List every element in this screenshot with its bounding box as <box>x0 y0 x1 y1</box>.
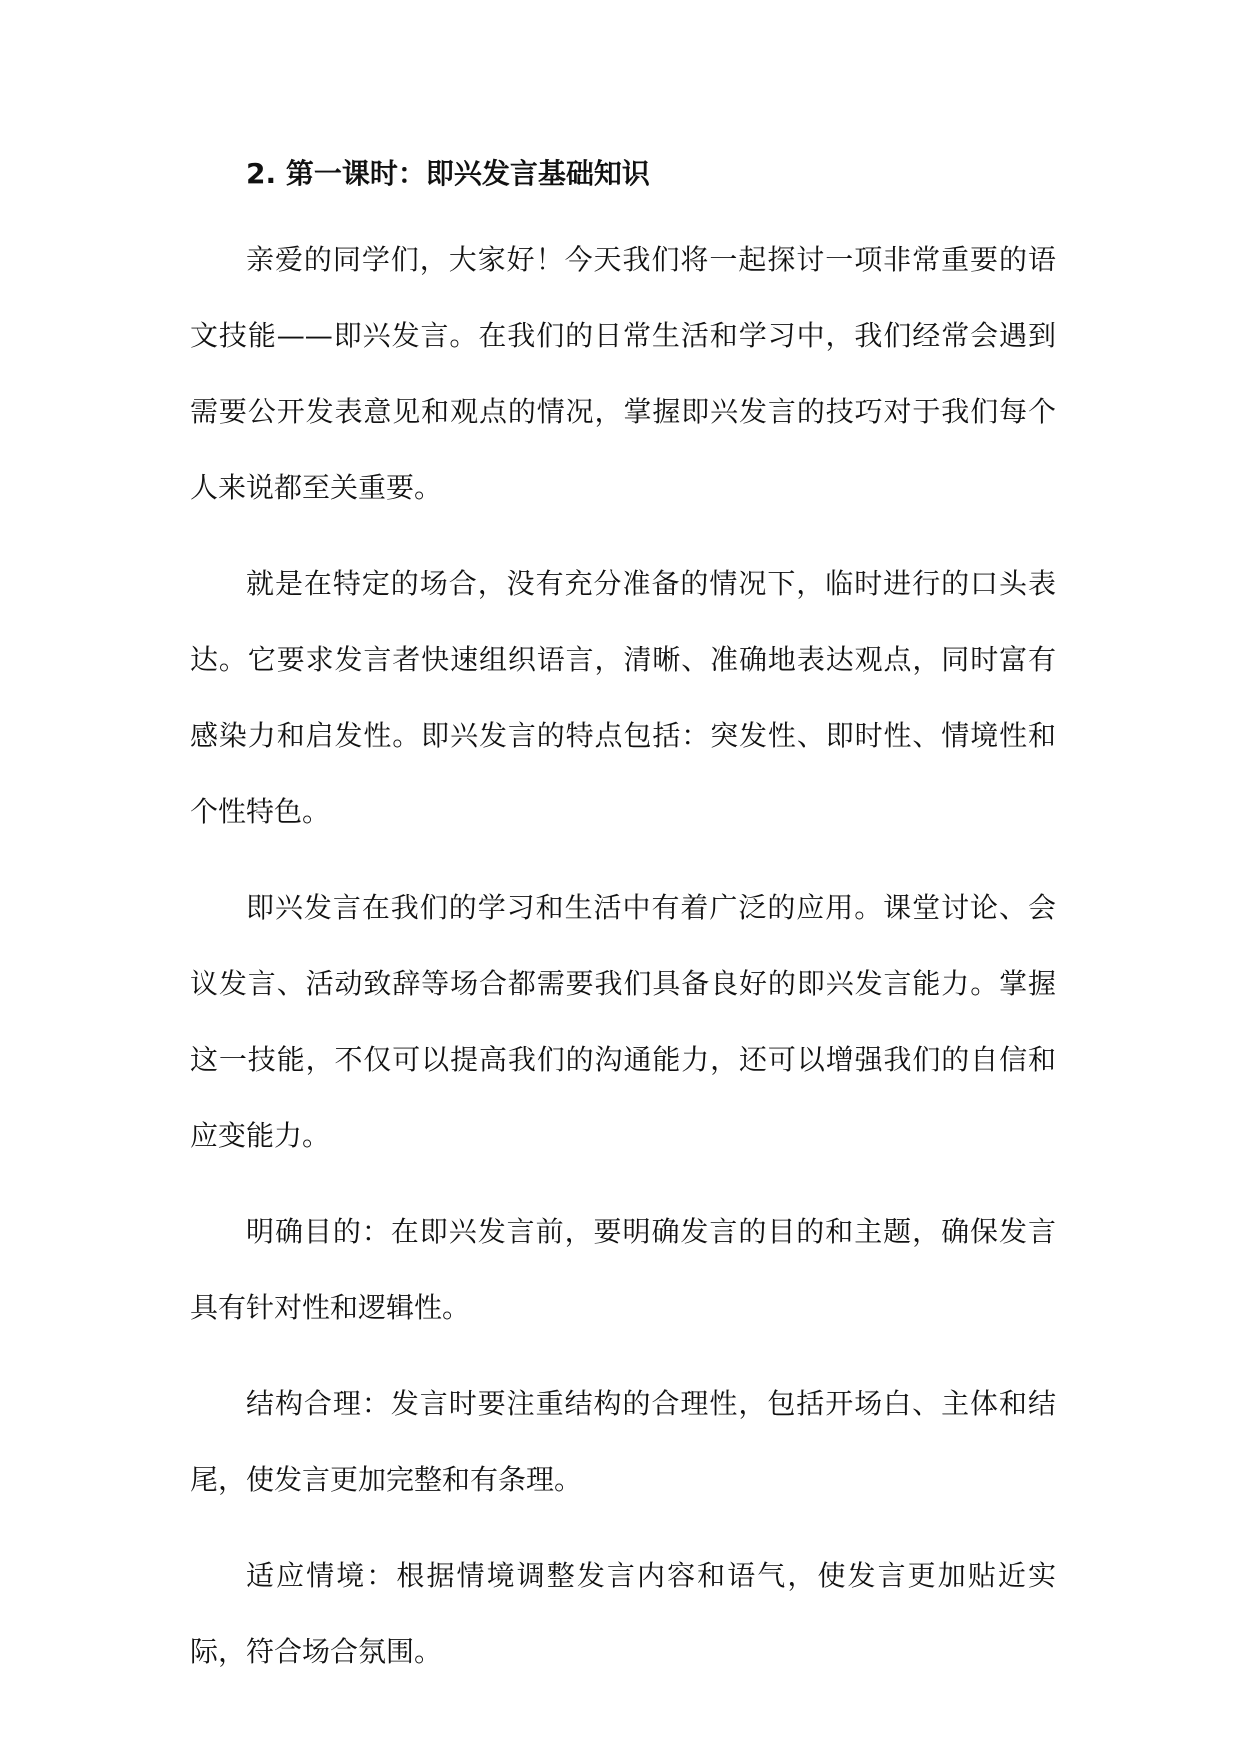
paragraph-intro: 亲爱的同学们，大家好！今天我们将一起探讨一项非常重要的语文技能——即兴发言。在我们的日常生活和学习中，我们经常会遇到需要公开发表意见和观点的情况，掌握即兴发言的技巧对于我们每个人来说都至关重要。 <box>190 243 1056 504</box>
section-heading: 2. 第一课时：即兴发言基础知识 <box>246 157 650 190</box>
paragraph-definition: 就是在特定的场合，没有充分准备的情况下，临时进行的口头表达。它要求发言者快速组织语言，清晰、准确地表达观点，同时富有感染力和启发性。即兴发言的特点包括：突发性、即时性、情境性和个性特色。 <box>190 567 1056 828</box>
paragraph-structure: 结构合理：发言时要注重结构的合理性，包括开场白、主体和结尾，使发言更加完整和有条理。 <box>190 1387 1056 1496</box>
paragraph-applications: 即兴发言在我们的学习和生活中有着广泛的应用。课堂讨论、会议发言、活动致辞等场合都需要我们具备良好的即兴发言能力。掌握这一技能，不仅可以提高我们的沟通能力，还可以增强我们的自信和应变能力。 <box>190 891 1056 1152</box>
document-body <box>190 146 1056 1690</box>
paragraph-context: 适应情境：根据情境调整发言内容和语气，使发言更加贴近实际，符合场合氛围。 <box>190 1559 1056 1668</box>
paragraph-clear-purpose: 明确目的：在即兴发言前，要明确发言的目的和主题，确保发言具有针对性和逻辑性。 <box>190 1215 1056 1324</box>
